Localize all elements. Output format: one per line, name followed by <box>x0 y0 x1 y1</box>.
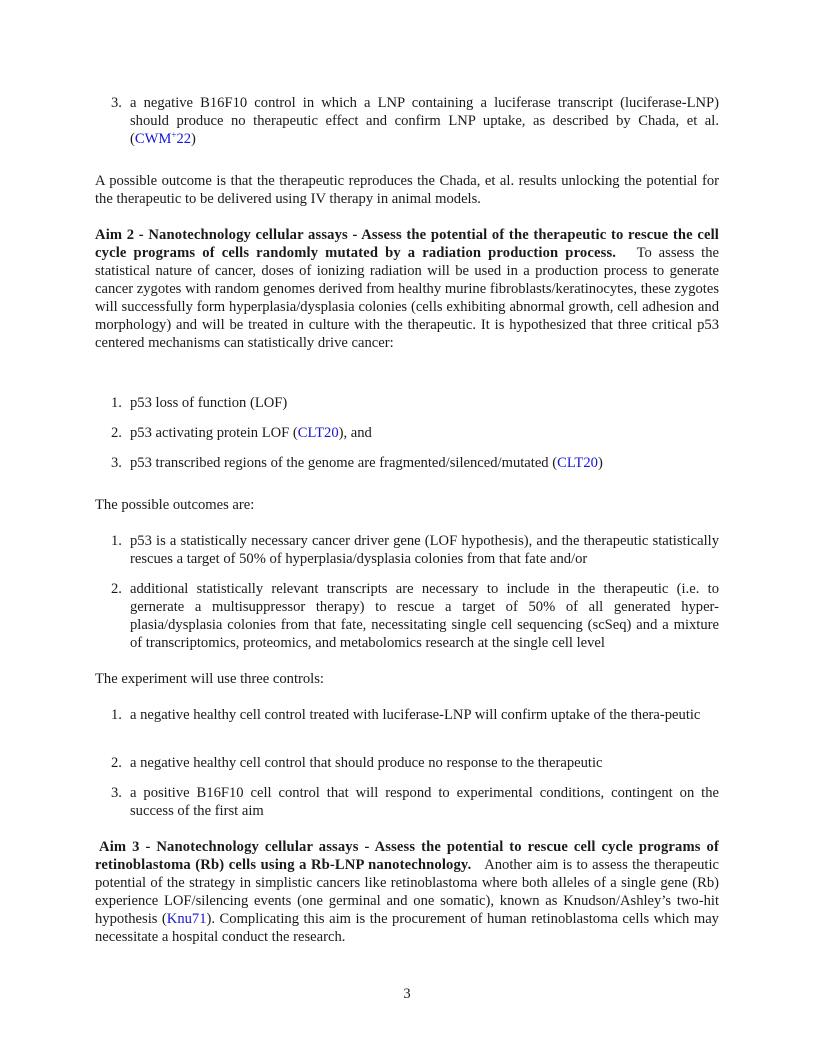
aim2-heading: Aim 2 - Nanotechnology cellular assays - Assess the potential of the therapeutic to rescue the cell cycle programs of cells randomly mutated by a radiation production process. <box>95 227 719 261</box>
aim2-paragraph <box>95 226 719 352</box>
aim2-control-item-1: 1. a negative healthy cell control treated with luciferase-LNP will confirm uptake of the thera-peutic <box>111 707 701 723</box>
aim2-mechanism-item-1: 1. p53 loss of function (LOF) <box>111 395 288 411</box>
aim1-control-item-3 <box>95 94 719 148</box>
list-item-text: a negative B16F10 control in which a LNP containing a luciferase transcript (luciferase-LNP) should produce no therapeutic effect and confirm LNP uptake, as described by Chada, et al. (CWM+22) <box>130 95 719 147</box>
aim2-control-item-3: 3. a positive B16F10 cell control that will respond to experimental conditions, contingent on the success of the first aim <box>111 785 719 819</box>
aim2-mechanism-item-3: 3. p53 transcribed regions of the genome are fragmented/silenced/mutated (CLT20) <box>111 455 603 471</box>
page-number: 3 <box>403 986 411 1002</box>
citation-link-clt20[interactable]: CLT20 <box>557 455 598 471</box>
aim2-outcome-item-1: 1. p53 is a statistically necessary cancer driver gene (LOF hypothesis), and the therapeutic statistically rescues a target of 50% of hyperplasia/dysplasia colonies from that fate and/or <box>111 533 719 567</box>
aim2-mechanism-item-2: 2. p53 activating protein LOF (CLT20), and <box>111 425 372 441</box>
aim3-paragraph: Aim 3 - Nanotechnology cellular assays - Assess the potential to rescue cell cycle programs of retinoblastoma (Rb) cells using a Rb-LNP nanotechnology. Another aim is to assess the therapeutic potential of the strategy in simplistic cancers like retinoblastoma where both alleles of a single gene (Rb) experience LOF/silencing events (one germinal and one somatic), known as Knudson/Ashley’s two-hit hypothesis (Knu71). Complicating this aim is the procurement of human retinoblastoma cells which may necessitate a hospital conduct the research. <box>95 839 719 945</box>
aim1-outcome-paragraph: A possible outcome is that the therapeutic reproduces the Chada, et al. results unlocking the potential for the therapeutic to be delivered using IV therapy in animal models. <box>95 173 719 207</box>
controls-intro: The experiment will use three controls: <box>95 671 324 687</box>
list-number: 3. <box>111 95 122 111</box>
citation-link-clt20[interactable]: CLT20 <box>297 425 339 441</box>
citation-link-cwm22[interactable]: CWM+22 <box>134 130 192 147</box>
citation-link-knu71[interactable]: Knu71 <box>166 911 207 927</box>
outcomes-intro: The possible outcomes are: <box>95 497 255 513</box>
aim2-outcome-item-2: 2. additional statistically relevant transcripts are necessary to include in the therapeutic (i.e. to gernerate a multisuppressor therapy) to rescue a target of 50% of all generated hyper-plasia/dysplasia colonies from that fate, necessitating single cell sequencing (scSeq) and a mixture of transcriptomics, proteomics, and metabolomics research at the single cell level <box>111 581 719 651</box>
aim2-body: To assess the statistical nature of cancer, doses of ionizing radiation will be used in a production process to generate cancer zygotes with random genomes derived from healthy murine fibroblasts/keratinocytes, these zygotes will successfully form hyperplasia/dysplasia colonies (cells exhibiting abnormal growth, cell adhesion and morphology) and will be treated in culture with the therapeutic. It is hypothesized that three critical p53 centered mechanisms can statistically drive cancer: <box>95 245 719 351</box>
aim2-control-item-2: 2. a negative healthy cell control that should produce no response to the therapeutic <box>111 755 603 771</box>
aim3-heading: Aim 3 - Nanotechnology cellular assays - Assess the potential to rescue cell cycle programs of retinoblastoma (Rb) cells using a Rb-LNP nanotechnology. <box>95 839 719 873</box>
